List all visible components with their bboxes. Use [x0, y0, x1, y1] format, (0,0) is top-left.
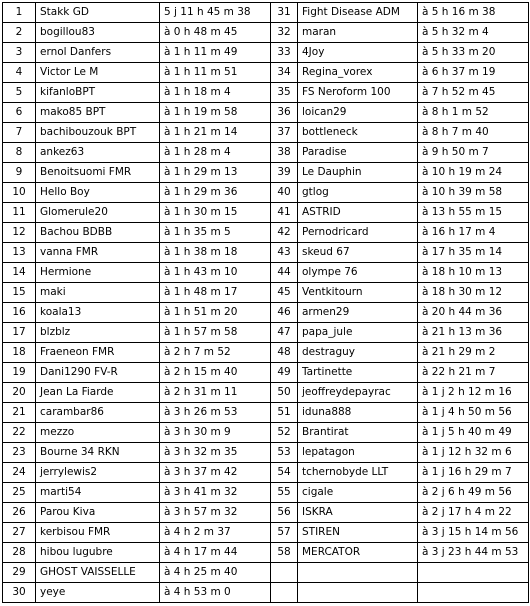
player-name-cell: jerrylewis2 — [36, 463, 160, 483]
player-name-cell: destraguy — [298, 343, 418, 363]
time-gap-cell: à 20 h 44 m 36 — [418, 303, 529, 323]
ranking-table-body — [3, 3, 529, 603]
time-gap-cell: à 3 j 23 h 44 m 53 — [418, 543, 529, 563]
player-name-cell: Victor Le M — [36, 63, 160, 83]
table-row — [3, 63, 529, 83]
player-name-cell: Glomerule20 — [36, 203, 160, 223]
player-name-cell: Tartinette — [298, 363, 418, 383]
time-gap-cell: à 2 h 31 m 11 — [160, 383, 271, 403]
table-row — [3, 243, 529, 263]
time-gap-cell: à 7 h 52 m 45 — [418, 83, 529, 103]
player-name-cell: skeud 67 — [298, 243, 418, 263]
player-name-cell: Fight Disease ADM — [298, 3, 418, 23]
rank-cell: 9 — [3, 163, 36, 183]
time-gap-cell: à 2 h 15 m 40 — [160, 363, 271, 383]
player-name-cell: loican29 — [298, 103, 418, 123]
rank-cell: 54 — [271, 463, 298, 483]
table-row — [3, 103, 529, 123]
player-name-cell: bachibouzouk BPT — [36, 123, 160, 143]
table-row — [3, 83, 529, 103]
table-row — [3, 543, 529, 563]
time-gap-cell: à 3 h 30 m 9 — [160, 423, 271, 443]
rank-cell — [271, 563, 298, 583]
player-name-cell: bogillou83 — [36, 23, 160, 43]
table-row — [3, 463, 529, 483]
rank-cell: 40 — [271, 183, 298, 203]
time-gap-cell: à 1 h 51 m 20 — [160, 303, 271, 323]
rank-cell: 6 — [3, 103, 36, 123]
time-gap-cell: à 22 h 21 m 7 — [418, 363, 529, 383]
player-name-cell: MERCATOR — [298, 543, 418, 563]
player-name-cell: papa_jule — [298, 323, 418, 343]
time-gap-cell: à 1 h 29 m 36 — [160, 183, 271, 203]
rank-cell: 28 — [3, 543, 36, 563]
player-name-cell: Le Dauphin — [298, 163, 418, 183]
player-name-cell: kifanloBPT — [36, 83, 160, 103]
table-row — [3, 163, 529, 183]
time-gap-cell: à 17 h 35 m 14 — [418, 243, 529, 263]
time-gap-cell: à 1 j 16 h 29 m 7 — [418, 463, 529, 483]
time-gap-cell: à 4 h 25 m 40 — [160, 563, 271, 583]
table-row — [3, 403, 529, 423]
table-row — [3, 443, 529, 463]
table-row — [3, 183, 529, 203]
table-row — [3, 123, 529, 143]
rank-cell: 58 — [271, 543, 298, 563]
time-gap-cell: à 13 h 55 m 15 — [418, 203, 529, 223]
player-name-cell: marti54 — [36, 483, 160, 503]
player-name-cell: Brantirat — [298, 423, 418, 443]
table-row — [3, 383, 529, 403]
player-name-cell: koala13 — [36, 303, 160, 323]
rank-cell: 24 — [3, 463, 36, 483]
time-gap-cell: à 4 h 2 m 37 — [160, 523, 271, 543]
time-gap-cell: à 1 h 21 m 14 — [160, 123, 271, 143]
rank-cell: 52 — [271, 423, 298, 443]
player-name-cell: Pernodricard — [298, 223, 418, 243]
time-gap-cell: à 21 h 29 m 2 — [418, 343, 529, 363]
rank-cell: 38 — [271, 143, 298, 163]
time-gap-cell: à 1 j 2 h 12 m 16 — [418, 383, 529, 403]
table-row — [3, 43, 529, 63]
player-name-cell: STIREN — [298, 523, 418, 543]
player-name-cell: ASTRID — [298, 203, 418, 223]
rank-cell: 37 — [271, 123, 298, 143]
time-gap-cell: à 1 h 18 m 4 — [160, 83, 271, 103]
rank-cell: 32 — [271, 23, 298, 43]
rank-cell: 3 — [3, 43, 36, 63]
time-gap-cell: à 1 h 11 m 51 — [160, 63, 271, 83]
rank-cell: 15 — [3, 283, 36, 303]
table-row — [3, 3, 529, 23]
table-row — [3, 143, 529, 163]
rank-cell: 29 — [3, 563, 36, 583]
rank-cell: 27 — [3, 523, 36, 543]
time-gap-cell: à 1 h 43 m 10 — [160, 263, 271, 283]
time-gap-cell: à 18 h 10 m 13 — [418, 263, 529, 283]
rank-cell: 1 — [3, 3, 36, 23]
time-gap-cell: à 3 h 26 m 53 — [160, 403, 271, 423]
rank-cell: 51 — [271, 403, 298, 423]
player-name-cell: Parou Kiva — [36, 503, 160, 523]
rank-cell: 42 — [271, 223, 298, 243]
player-name-cell: armen29 — [298, 303, 418, 323]
time-gap-cell: à 1 j 4 h 50 m 56 — [418, 403, 529, 423]
time-gap-cell: à 2 h 7 m 52 — [160, 343, 271, 363]
rank-cell: 2 — [3, 23, 36, 43]
rank-cell: 44 — [271, 263, 298, 283]
player-name-cell: Regina_vorex — [298, 63, 418, 83]
time-gap-cell: à 3 h 57 m 32 — [160, 503, 271, 523]
player-name-cell: Fraeneon FMR — [36, 343, 160, 363]
player-name-cell: maran — [298, 23, 418, 43]
table-row — [3, 223, 529, 243]
player-name-cell: Hermione — [36, 263, 160, 283]
player-name-cell: olympe 76 — [298, 263, 418, 283]
time-gap-cell: à 1 h 35 m 5 — [160, 223, 271, 243]
player-name-cell: Paradise — [298, 143, 418, 163]
time-gap-cell: à 8 h 1 m 52 — [418, 103, 529, 123]
player-name-cell: Benoitsuomi FMR — [36, 163, 160, 183]
rank-cell: 25 — [3, 483, 36, 503]
player-name-cell: jeoffreydepayrac — [298, 383, 418, 403]
time-gap-cell: à 1 h 11 m 49 — [160, 43, 271, 63]
table-row — [3, 423, 529, 443]
time-gap-cell: à 1 h 28 m 4 — [160, 143, 271, 163]
time-gap-cell: à 3 h 37 m 42 — [160, 463, 271, 483]
time-gap-cell: à 8 h 7 m 40 — [418, 123, 529, 143]
player-name-cell: tchernobyde LLT — [298, 463, 418, 483]
table-row — [3, 363, 529, 383]
rank-cell: 35 — [271, 83, 298, 103]
table-row — [3, 563, 529, 583]
player-name-cell: Ventkitourn — [298, 283, 418, 303]
rank-cell: 23 — [3, 443, 36, 463]
time-gap-cell: à 3 h 41 m 32 — [160, 483, 271, 503]
rank-cell: 55 — [271, 483, 298, 503]
player-name-cell: carambar86 — [36, 403, 160, 423]
table-row — [3, 483, 529, 503]
table-row — [3, 203, 529, 223]
ranking-table — [2, 2, 529, 603]
rank-cell: 19 — [3, 363, 36, 383]
player-name-cell: GHOST VAISSELLE — [36, 563, 160, 583]
player-name-cell — [298, 563, 418, 583]
player-name-cell: 4Joy — [298, 43, 418, 63]
rank-cell: 48 — [271, 343, 298, 363]
table-row — [3, 343, 529, 363]
time-gap-cell: 5 j 11 h 45 m 38 — [160, 3, 271, 23]
rank-cell: 39 — [271, 163, 298, 183]
time-gap-cell: à 3 h 32 m 35 — [160, 443, 271, 463]
player-name-cell: kerbisou FMR — [36, 523, 160, 543]
time-gap-cell: à 9 h 50 m 7 — [418, 143, 529, 163]
player-name-cell: iduna888 — [298, 403, 418, 423]
table-row — [3, 303, 529, 323]
rank-cell: 36 — [271, 103, 298, 123]
rank-cell: 7 — [3, 123, 36, 143]
player-name-cell: Stakk GD — [36, 3, 160, 23]
player-name-cell: cigale — [298, 483, 418, 503]
time-gap-cell: à 1 j 12 h 32 m 6 — [418, 443, 529, 463]
rank-cell: 47 — [271, 323, 298, 343]
player-name-cell: ISKRA — [298, 503, 418, 523]
player-name-cell: gtlog — [298, 183, 418, 203]
table-row — [3, 323, 529, 343]
time-gap-cell: à 3 j 15 h 14 m 56 — [418, 523, 529, 543]
time-gap-cell: à 1 h 30 m 15 — [160, 203, 271, 223]
player-name-cell: ankez63 — [36, 143, 160, 163]
player-name-cell: Bourne 34 RKN — [36, 443, 160, 463]
time-gap-cell: à 1 j 5 h 40 m 49 — [418, 423, 529, 443]
rank-cell: 5 — [3, 83, 36, 103]
player-name-cell: lepatagon — [298, 443, 418, 463]
player-name-cell: Hello Boy — [36, 183, 160, 203]
player-name-cell: FS Neroform 100 — [298, 83, 418, 103]
table-row — [3, 523, 529, 543]
rank-cell: 17 — [3, 323, 36, 343]
player-name-cell: yeye — [36, 583, 160, 603]
time-gap-cell: à 6 h 37 m 19 — [418, 63, 529, 83]
time-gap-cell: à 18 h 30 m 12 — [418, 283, 529, 303]
player-name-cell — [298, 583, 418, 603]
rank-cell: 26 — [3, 503, 36, 523]
time-gap-cell: à 2 j 17 h 4 m 22 — [418, 503, 529, 523]
time-gap-cell: à 1 h 48 m 17 — [160, 283, 271, 303]
player-name-cell: ernol Danfers — [36, 43, 160, 63]
time-gap-cell: à 1 h 19 m 58 — [160, 103, 271, 123]
time-gap-cell: à 1 h 57 m 58 — [160, 323, 271, 343]
player-name-cell: Jean La Fiarde — [36, 383, 160, 403]
time-gap-cell — [418, 563, 529, 583]
rank-cell: 8 — [3, 143, 36, 163]
rank-cell: 20 — [3, 383, 36, 403]
rank-cell — [271, 583, 298, 603]
time-gap-cell: à 4 h 53 m 0 — [160, 583, 271, 603]
player-name-cell: Bachou BDBB — [36, 223, 160, 243]
table-row — [3, 503, 529, 523]
rank-cell: 57 — [271, 523, 298, 543]
rank-cell: 4 — [3, 63, 36, 83]
rank-cell: 34 — [271, 63, 298, 83]
table-row — [3, 283, 529, 303]
rank-cell: 22 — [3, 423, 36, 443]
time-gap-cell: à 10 h 19 m 24 — [418, 163, 529, 183]
rank-cell: 56 — [271, 503, 298, 523]
rank-cell: 33 — [271, 43, 298, 63]
player-name-cell: mezzo — [36, 423, 160, 443]
rank-cell: 45 — [271, 283, 298, 303]
time-gap-cell: à 2 j 6 h 49 m 56 — [418, 483, 529, 503]
rank-cell: 11 — [3, 203, 36, 223]
player-name-cell: hibou lugubre — [36, 543, 160, 563]
time-gap-cell: à 5 h 32 m 4 — [418, 23, 529, 43]
table-row — [3, 583, 529, 603]
rank-cell: 18 — [3, 343, 36, 363]
time-gap-cell: à 4 h 17 m 44 — [160, 543, 271, 563]
time-gap-cell: à 5 h 33 m 20 — [418, 43, 529, 63]
rank-cell: 13 — [3, 243, 36, 263]
time-gap-cell: à 16 h 17 m 4 — [418, 223, 529, 243]
rank-cell: 53 — [271, 443, 298, 463]
rank-cell: 14 — [3, 263, 36, 283]
player-name-cell: bottleneck — [298, 123, 418, 143]
player-name-cell: blzblz — [36, 323, 160, 343]
rank-cell: 41 — [271, 203, 298, 223]
time-gap-cell: à 1 h 29 m 13 — [160, 163, 271, 183]
rank-cell: 12 — [3, 223, 36, 243]
time-gap-cell: à 21 h 13 m 36 — [418, 323, 529, 343]
rank-cell: 43 — [271, 243, 298, 263]
time-gap-cell: à 1 h 38 m 18 — [160, 243, 271, 263]
player-name-cell: maki — [36, 283, 160, 303]
time-gap-cell: à 0 h 48 m 45 — [160, 23, 271, 43]
rank-cell: 49 — [271, 363, 298, 383]
rank-cell: 10 — [3, 183, 36, 203]
rank-cell: 21 — [3, 403, 36, 423]
player-name-cell: mako85 BPT — [36, 103, 160, 123]
time-gap-cell: à 5 h 16 m 38 — [418, 3, 529, 23]
time-gap-cell — [418, 583, 529, 603]
rank-cell: 46 — [271, 303, 298, 323]
rank-cell: 50 — [271, 383, 298, 403]
rank-cell: 30 — [3, 583, 36, 603]
player-name-cell: Dani1290 FV-R — [36, 363, 160, 383]
time-gap-cell: à 10 h 39 m 58 — [418, 183, 529, 203]
player-name-cell: vanna FMR — [36, 243, 160, 263]
table-row — [3, 263, 529, 283]
rank-cell: 31 — [271, 3, 298, 23]
table-row — [3, 23, 529, 43]
rank-cell: 16 — [3, 303, 36, 323]
